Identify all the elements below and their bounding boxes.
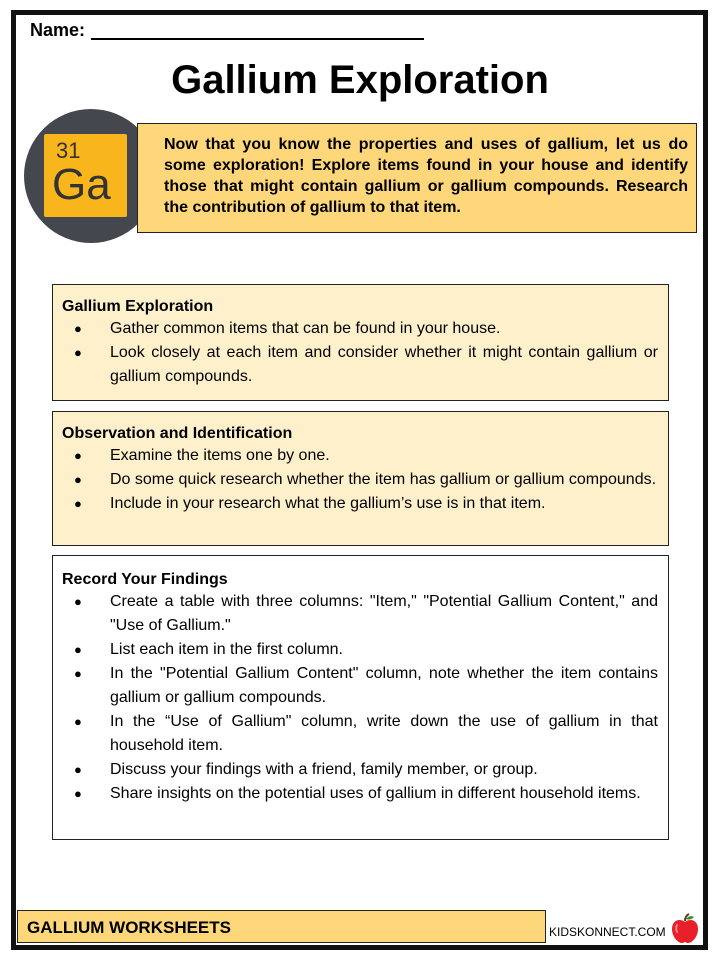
- section-heading: Observation and Identification: [62, 425, 293, 442]
- element-symbol: Ga: [52, 160, 111, 209]
- list-item: ● Create a table with three columns: "Item," "Potential Gallium Content," and "Use of Gallium.": [62, 590, 658, 638]
- list-item: ● Discuss your findings with a friend, family member, or group.: [62, 758, 658, 782]
- list-item: ● Look closely at each item and consider whether it might contain gallium or gallium compounds.: [62, 341, 658, 389]
- footer-site: KIDSKONNECT.COM: [549, 925, 666, 939]
- list-item: ● Share insights on the potential uses of gallium in different household items.: [62, 782, 658, 806]
- footer-label: GALLIUM WORKSHEETS: [17, 910, 546, 943]
- list-item: ● Examine the items one by one.: [62, 444, 658, 468]
- list-item: ● Do some quick research whether the item has gallium or gallium compounds.: [62, 468, 658, 492]
- page-title: Gallium Exploration: [171, 58, 549, 102]
- name-label: Name:: [30, 20, 86, 40]
- section-gallium-exploration: [52, 284, 669, 401]
- list-item: ● In the "Potential Gallium Content" column, note whether the item contains gallium or gallium compounds.: [62, 662, 658, 710]
- apple-icon: [670, 912, 700, 944]
- intro-text: Now that you know the properties and uses of gallium, let us do some exploration! Explore items found in your house and identify those that might contain gallium or gallium compounds. Research the contribution of gallium to that item.: [137, 123, 697, 233]
- section-heading: Record Your Findings: [62, 571, 228, 588]
- section-heading: Gallium Exploration: [62, 298, 214, 315]
- list-item: ● List each item in the first column.: [62, 638, 658, 662]
- name-blank-line[interactable]: [91, 38, 424, 40]
- element-tile-icon: [44, 134, 127, 217]
- section-observation: [52, 411, 669, 546]
- list-item: ● Include in your research what the gallium’s use is in that item.: [62, 492, 658, 516]
- atomic-number: 31: [56, 138, 81, 163]
- list-item: ● Gather common items that can be found in your house.: [62, 317, 658, 341]
- list-item: ● In the “Use of Gallium" column, write down the use of gallium in that household item.: [62, 710, 658, 758]
- section-record-findings: [52, 555, 669, 840]
